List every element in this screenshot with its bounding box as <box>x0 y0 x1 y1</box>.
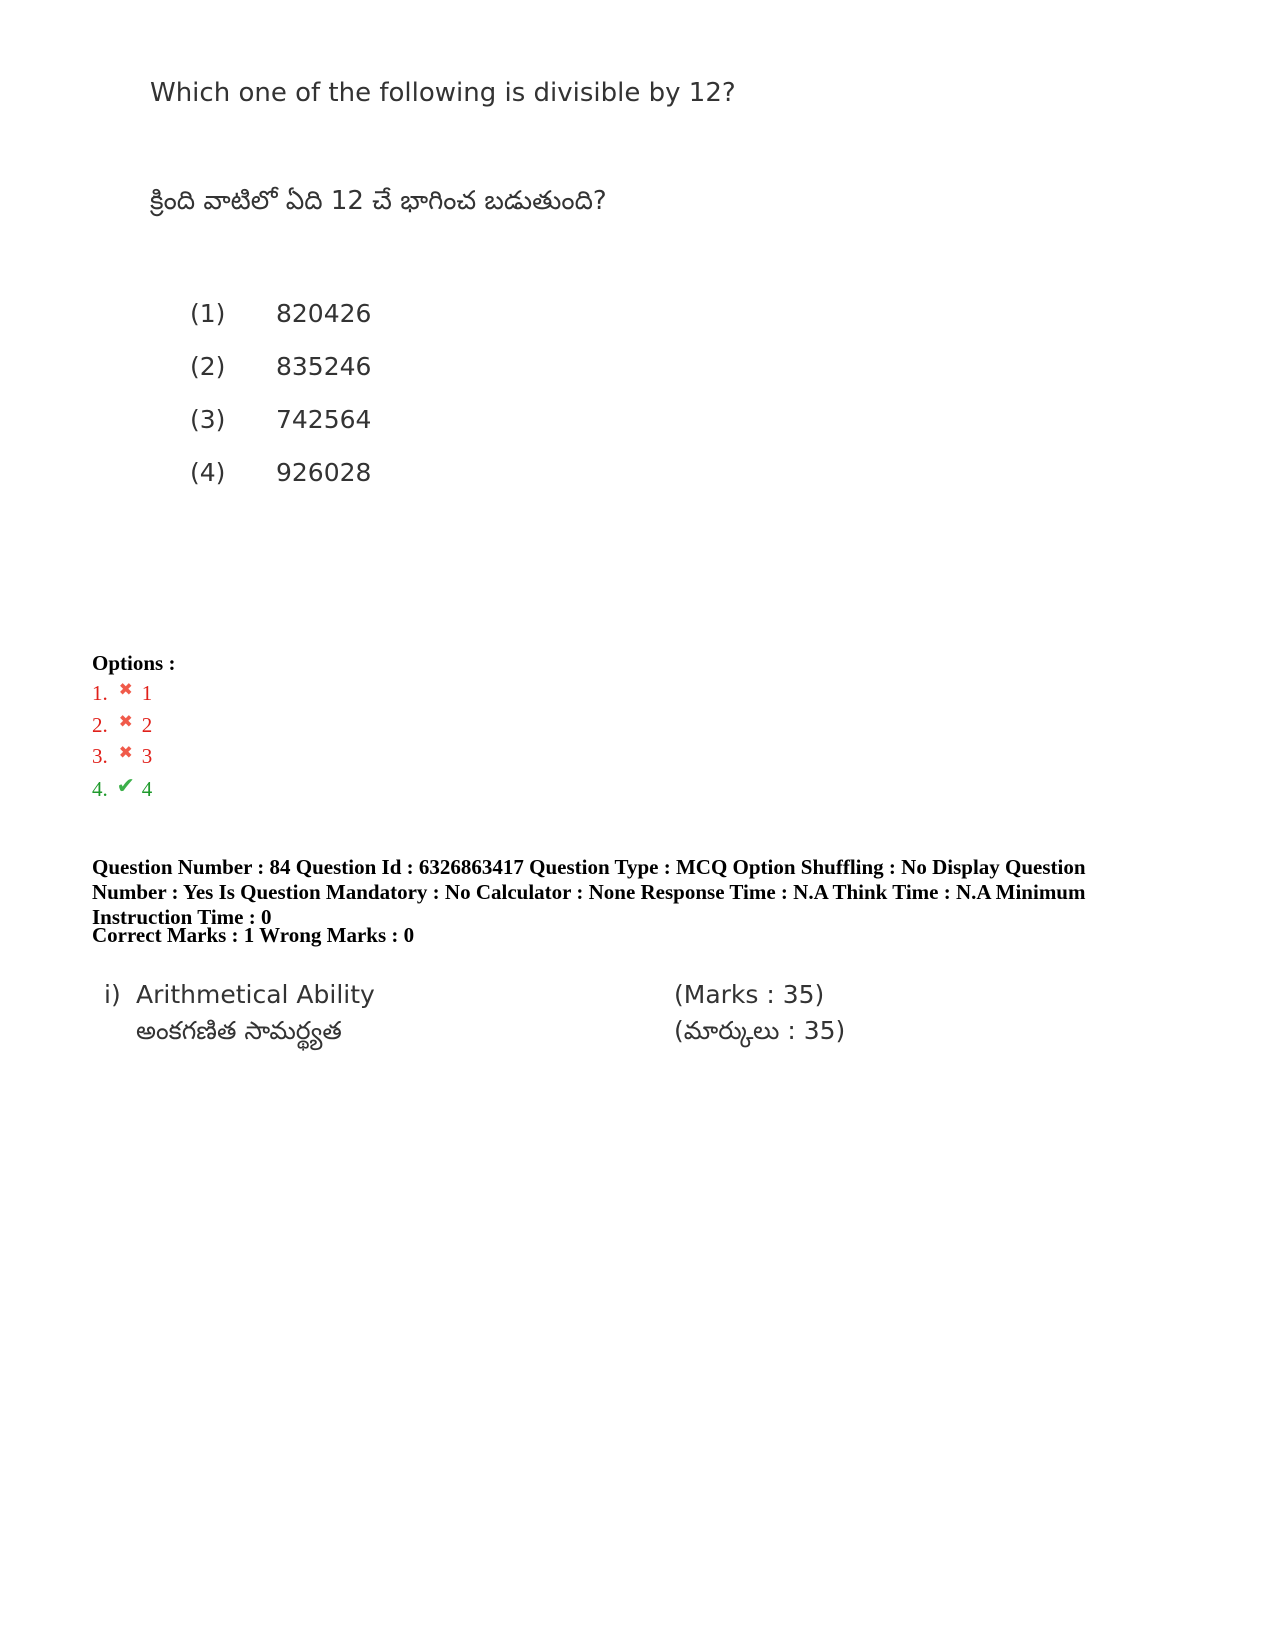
marks-info: Correct Marks : 1 Wrong Marks : 0 <box>92 923 415 947</box>
choice-number: (2) <box>190 352 226 381</box>
section-number: i) <box>104 980 121 1009</box>
cross-icon: ✖ <box>118 743 133 763</box>
option-value: 1 <box>141 681 153 705</box>
answer-option <box>92 713 152 738</box>
option-value: 4 <box>141 777 153 801</box>
choice-value: 820426 <box>276 299 372 328</box>
options-heading: Options : <box>92 651 176 675</box>
choice-value: 926028 <box>276 458 372 487</box>
section-title-english: Arithmetical Ability <box>136 980 375 1009</box>
option-index: 3. <box>92 744 108 768</box>
cross-icon: ✖ <box>118 712 133 732</box>
choice-number: (3) <box>190 405 226 434</box>
option-index: 1. <box>92 681 108 705</box>
section-marks-english: (Marks : 35) <box>674 980 825 1009</box>
section-title-telugu: అంకగణిత సామర్థ్యత <box>136 1016 342 1045</box>
choice-value: 742564 <box>276 405 372 434</box>
choice-number: (1) <box>190 299 226 328</box>
option-index: 2. <box>92 713 108 737</box>
answer-option <box>92 681 152 706</box>
question-metadata: Question Number : 84 Question Id : 6326863417 Question Type : MCQ Option Shuffling : No Display Question Number : Yes Is Question Mandatory : No Calculator : None Response Time : N.A Think Time : N.A Minimum Instruction Time : 0 <box>92 855 1086 929</box>
check-icon: ✔ <box>116 774 135 799</box>
option-value: 2 <box>141 713 153 737</box>
choice-value: 835246 <box>276 352 372 381</box>
answer-option <box>92 744 152 769</box>
section-marks-telugu: (మార్కులు : 35) <box>674 1016 846 1045</box>
cross-icon: ✖ <box>118 680 133 700</box>
answer-option-correct <box>92 774 153 802</box>
choice-number: (4) <box>190 458 226 487</box>
question-text-telugu: క్రింది వాటిలో ఏది 12 చే భాగించ బడుతుంది? <box>150 186 607 216</box>
option-index: 4. <box>92 777 108 801</box>
option-value: 3 <box>141 744 153 768</box>
question-text-english: Which one of the following is divisible by 12? <box>150 78 736 108</box>
